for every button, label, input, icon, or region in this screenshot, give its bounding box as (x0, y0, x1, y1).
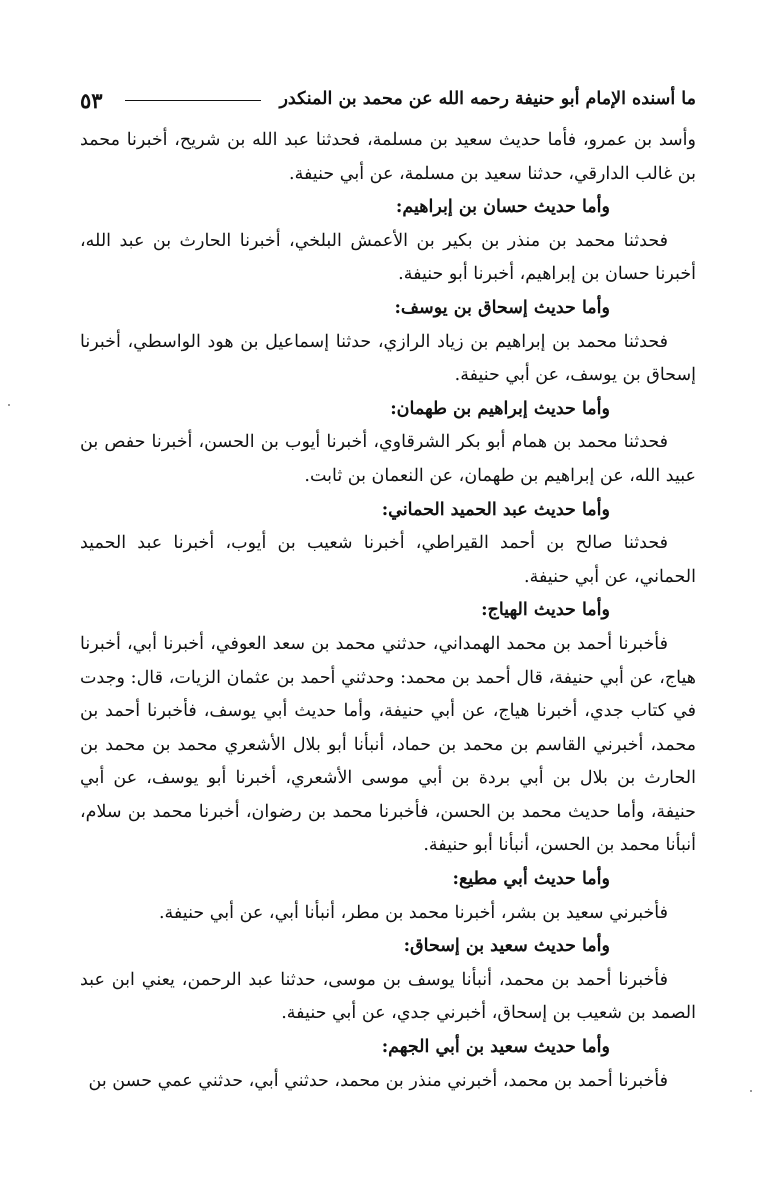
paragraph: فأخبرنا أحمد بن محمد، أخبرني منذر بن محمد، حدثني أبي، حدثني عمي حسن بن (88, 1070, 668, 1091)
section-heading: وأما حديث عبد الحميد الحماني: (381, 499, 610, 520)
paragraph: فحدثنا صالح بن أحمد القيراطي، أخبرنا شعيب بن أيوب، أخبرنا عبد الحميد الحماني، عن أبي حنيفة. (80, 533, 696, 587)
running-header (80, 84, 696, 116)
paragraph: فحدثنا محمد بن منذر بن بكير بن الأعمش البلخي، أخبرنا الحارث بن عبد الله، أخبرنا حسان بن إبراهيم، أخبرنا أبو حنيفة. (80, 230, 696, 285)
header-rule (125, 100, 262, 101)
section-heading: وأما حديث الهياج: (481, 600, 610, 621)
section-heading: وأما حديث أبي مطيع: (452, 869, 610, 890)
section-heading: وأما حديث سعيد بن إسحاق: (403, 936, 610, 957)
paragraph: فأخبرنا أحمد بن محمد الهمداني، حدثني محمد بن سعد العوفي، أخبرنا أبي، أخبرنا هياج، عن أبي حنيفة، قال أحمد بن محمد: وحدثني أحمد بن عثمان الزيات، قال: وجدت في كتاب جدي، أخبرنا هياج، عن أبي حنيفة، وأما حديث أبي يوسف، فأخبرنا أحمد بن محمد، أخبرني القاسم بن محمد بن حماد، أنبأنا أبو بلال الأشعري محمد بن محمد بن الحارث بن بلال بن أبي بردة بن أبي موسى الأشعري، أخبرنا أبو يوسف، عن أبي حنيفة، وأما حديث محمد بن الحسن، فأخبرنا محمد بن رضوان، أخبرنا محمد بن سلام، أنبأنا محمد بن الحسن، أنبأنا أبو حنيفة. (80, 633, 696, 856)
running-title: ما أسنده الإمام أبو حنيفة رحمه الله عن محمد بن المنكدر (279, 89, 696, 110)
margin-speck (750, 1090, 752, 1092)
body-text (80, 124, 696, 1098)
paragraph: وأسد بن عمرو، فأما حديث سعيد بن مسلمة، فحدثنا عبد الله بن شريح، أخبرنا محمد بن غالب الدارقي، حدثنا سعيد بن مسلمة، عن أبي حنيفة. (80, 130, 696, 184)
section-heading: وأما حديث حسان بن إبراهيم: (395, 197, 610, 218)
paragraph: فحدثنا محمد بن إبراهيم بن زياد الرازي، حدثنا إسماعيل بن هود الواسطي، أخبرنا إسحاق بن يوسف، عن أبي حنيفة. (80, 331, 696, 386)
paragraph: فحدثنا محمد بن همام أبو بكر الشرقاوي، أخبرنا أيوب بن الحسن، أخبرنا حفص بن عبيد الله، عن إبراهيم بن طهمان، عن النعمان بن ثابت. (80, 432, 696, 486)
section-heading: وأما حديث إبراهيم بن طهمان: (390, 398, 610, 419)
paragraph: فأخبرنا أحمد بن محمد، أنبأنا يوسف بن موسى، حدثنا عبد الرحمن، يعني ابن عبد الصمد بن شعيب بن إسحاق، أخبرني جدي، عن أبي حنيفة. (80, 969, 696, 1024)
section-heading: وأما حديث سعيد بن أبي الجهم: (381, 1037, 610, 1058)
margin-speck (8, 404, 10, 406)
section-heading: وأما حديث إسحاق بن يوسف: (394, 297, 610, 318)
paragraph: فأخبرني سعيد بن بشر، أخبرنا محمد بن مطر، أنبأنا أبي، عن أبي حنيفة. (158, 902, 668, 923)
page-number: ٥٣ (80, 87, 103, 113)
